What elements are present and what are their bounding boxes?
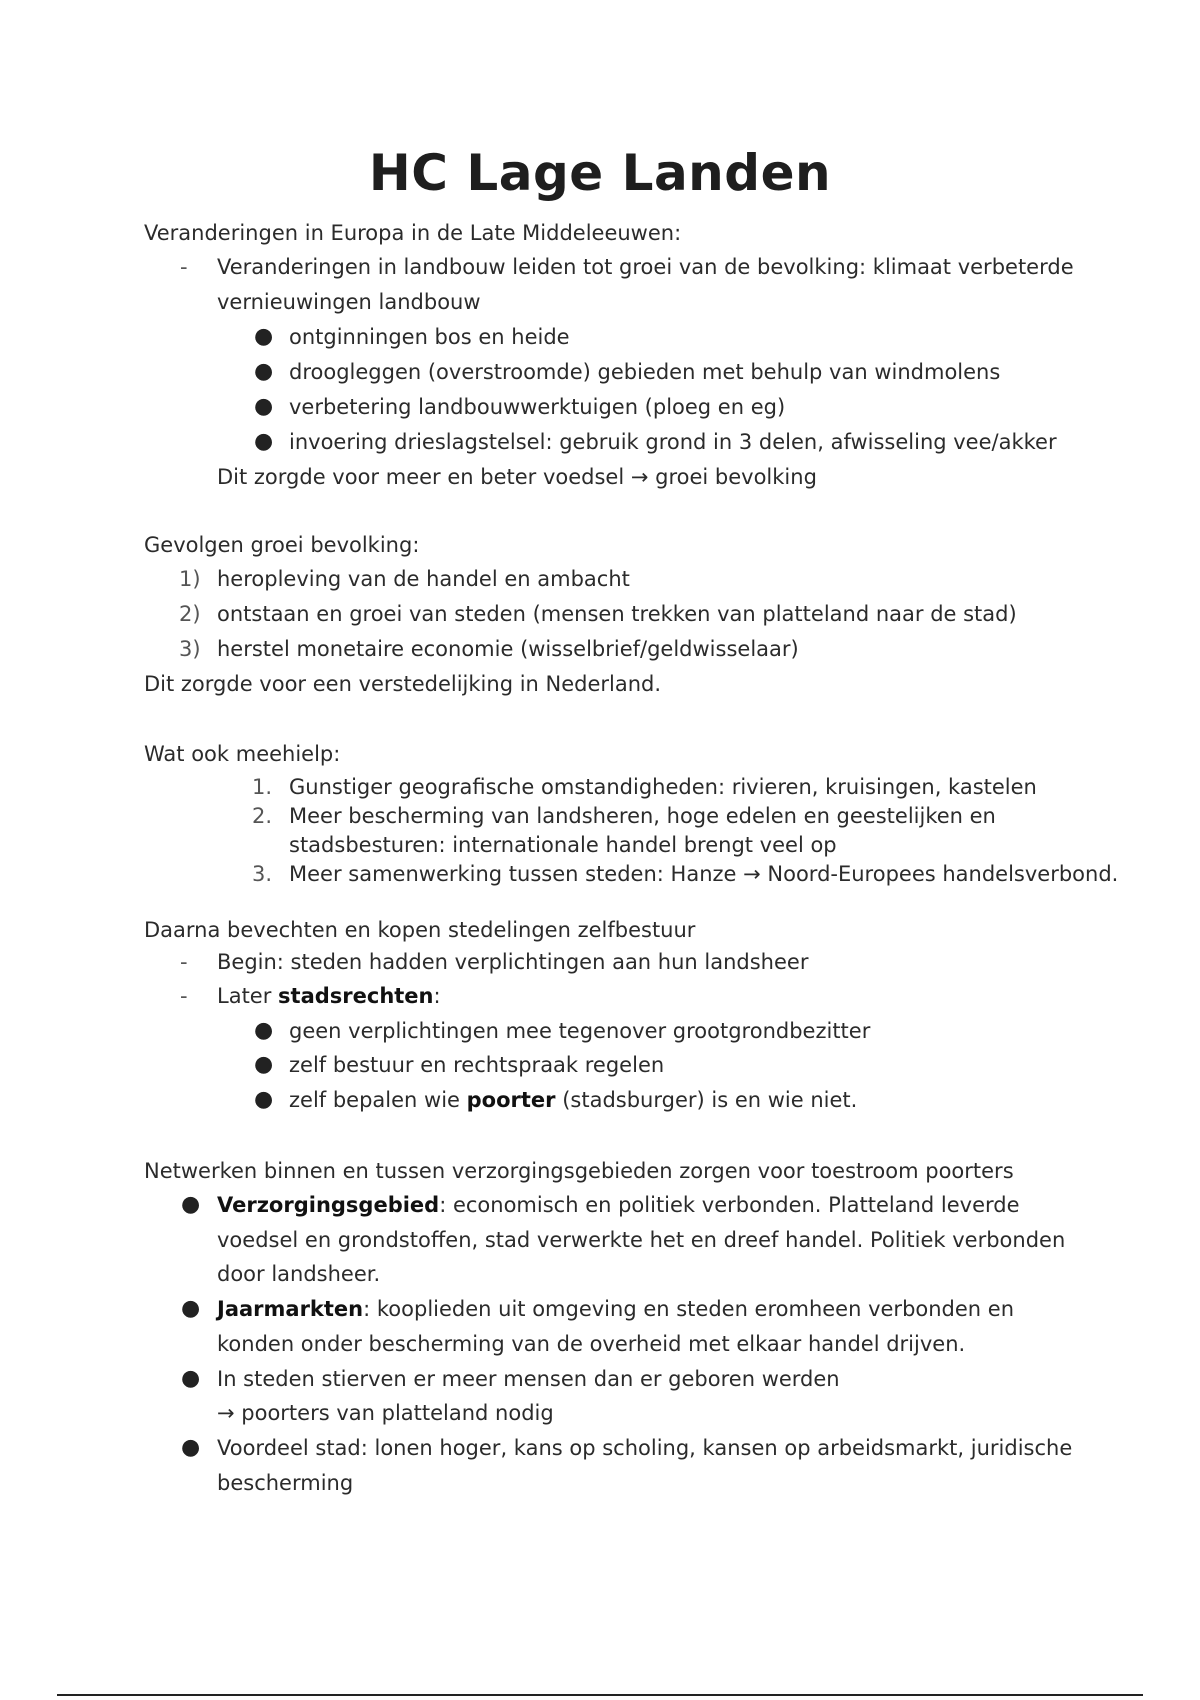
list-item — [217, 1294, 1014, 1324]
list-number: 1. — [252, 775, 273, 799]
list-item: herstel monetaire economie (wisselbrief/geldwisselaar) — [217, 637, 799, 661]
list-item: ontstaan en groei van steden (mensen trekken van platteland naar de stad) — [217, 602, 1017, 626]
text-run: (stadsburger) is en wie niet. — [555, 1088, 858, 1112]
list-item-continuation: → poorters van platteland nodig — [217, 1401, 554, 1425]
bold-term: Verzorgingsgebied — [217, 1193, 440, 1217]
list-number: 2. — [252, 804, 273, 828]
list-item: Meer samenwerking tussen steden: Hanze → Noord-Europees handelsverbond. — [289, 862, 1119, 886]
dash-marker: - — [180, 950, 188, 974]
bullet-icon: ● — [254, 1087, 274, 1112]
page-title: HC Lage Landen — [368, 144, 832, 202]
bullet-icon: ● — [254, 359, 274, 384]
bold-term: stadsrechten — [278, 984, 434, 1008]
section-4-heading: Daarna bevechten en kopen stedelingen zelfbestuur — [144, 918, 696, 942]
bullet-icon: ● — [181, 1366, 201, 1391]
list-item: Begin: steden hadden verplichtingen aan hun landsheer — [217, 950, 809, 974]
list-item-continuation: konden onder bescherming van de overheid met elkaar handel drijven. — [217, 1332, 966, 1356]
dash-marker: - — [180, 984, 188, 1008]
section-2-conclusion: Dit zorgde voor een verstedelijking in Nederland. — [144, 672, 662, 696]
list-item-continuation: stadsbesturen: internationale handel brengt veel op — [289, 833, 837, 857]
list-item: heropleving van de handel en ambacht — [217, 567, 630, 591]
text-run: : — [433, 984, 441, 1008]
bullet-icon: ● — [254, 1052, 274, 1077]
list-item-continuation: bescherming — [217, 1471, 354, 1495]
list-item: Veranderingen in landbouw leiden tot groei van de bevolking: klimaat verbeterde — [217, 255, 1074, 279]
list-item-continuation: vernieuwingen landbouw — [217, 290, 481, 314]
list-item — [217, 981, 441, 1011]
list-item: zelf bestuur en rechtspraak regelen — [289, 1053, 665, 1077]
bullet-icon: ● — [181, 1296, 201, 1321]
list-item-continuation: voedsel en grondstoffen, stad verwerkte het en dreef handel. Politiek verbonden — [217, 1228, 1066, 1252]
text-run: : kooplieden uit omgeving en steden eromheen verbonden en — [363, 1297, 1015, 1321]
bold-term: Jaarmarkten — [217, 1297, 364, 1321]
list-item: In steden stierven er meer mensen dan er geboren werden — [217, 1367, 840, 1391]
bullet-icon: ● — [254, 1018, 274, 1043]
bullet-icon: ● — [254, 394, 274, 419]
list-number: 1) — [179, 567, 201, 591]
text-run: zelf bepalen wie — [289, 1088, 467, 1112]
list-item-continuation: door landsheer. — [217, 1262, 381, 1286]
bold-term: poorter — [466, 1088, 556, 1112]
list-item — [217, 1190, 1020, 1220]
list-item: invoering drieslagstelsel: gebruik grond in 3 delen, afwisseling vee/akker — [289, 430, 1057, 454]
bullet-icon: ● — [254, 429, 274, 454]
list-item: droogleggen (overstroomde) gebieden met behulp van windmolens — [289, 360, 1001, 384]
section-3-heading: Wat ook meehielp: — [144, 742, 341, 766]
bullet-icon: ● — [181, 1192, 201, 1217]
dash-marker: - — [180, 255, 188, 279]
list-item: geen verplichtingen mee tegenover grootgrondbezitter — [289, 1019, 871, 1043]
section-1-heading: Veranderingen in Europa in de Late Middeleeuwen: — [144, 221, 682, 245]
section-5-heading: Netwerken binnen en tussen verzorgingsgebieden zorgen voor toestroom poorters — [144, 1159, 1014, 1183]
text-run: : economisch en politiek verbonden. Platteland leverde — [439, 1193, 1020, 1217]
list-item: verbetering landbouwwerktuigen (ploeg en eg) — [289, 395, 786, 419]
list-number: 2) — [179, 602, 201, 626]
list-item: Gunstiger geografische omstandigheden: rivieren, kruisingen, kastelen — [289, 775, 1037, 799]
bullet-icon: ● — [181, 1435, 201, 1460]
list-item — [289, 1085, 857, 1115]
list-item: ontginningen bos en heide — [289, 325, 570, 349]
list-item: Meer bescherming van landsheren, hoge edelen en geestelijken en — [289, 804, 996, 828]
list-number: 3. — [252, 862, 273, 886]
list-item: Voordeel stad: lonen hoger, kans op scholing, kansen op arbeidsmarkt, juridische — [217, 1436, 1073, 1460]
section-1-conclusion: Dit zorgde voor meer en beter voedsel → groei bevolking — [217, 465, 817, 489]
bullet-icon: ● — [254, 324, 274, 349]
section-2-heading: Gevolgen groei bevolking: — [144, 533, 420, 557]
bottom-divider — [57, 1694, 1143, 1696]
text-run: Later — [217, 984, 279, 1008]
list-number: 3) — [179, 637, 201, 661]
